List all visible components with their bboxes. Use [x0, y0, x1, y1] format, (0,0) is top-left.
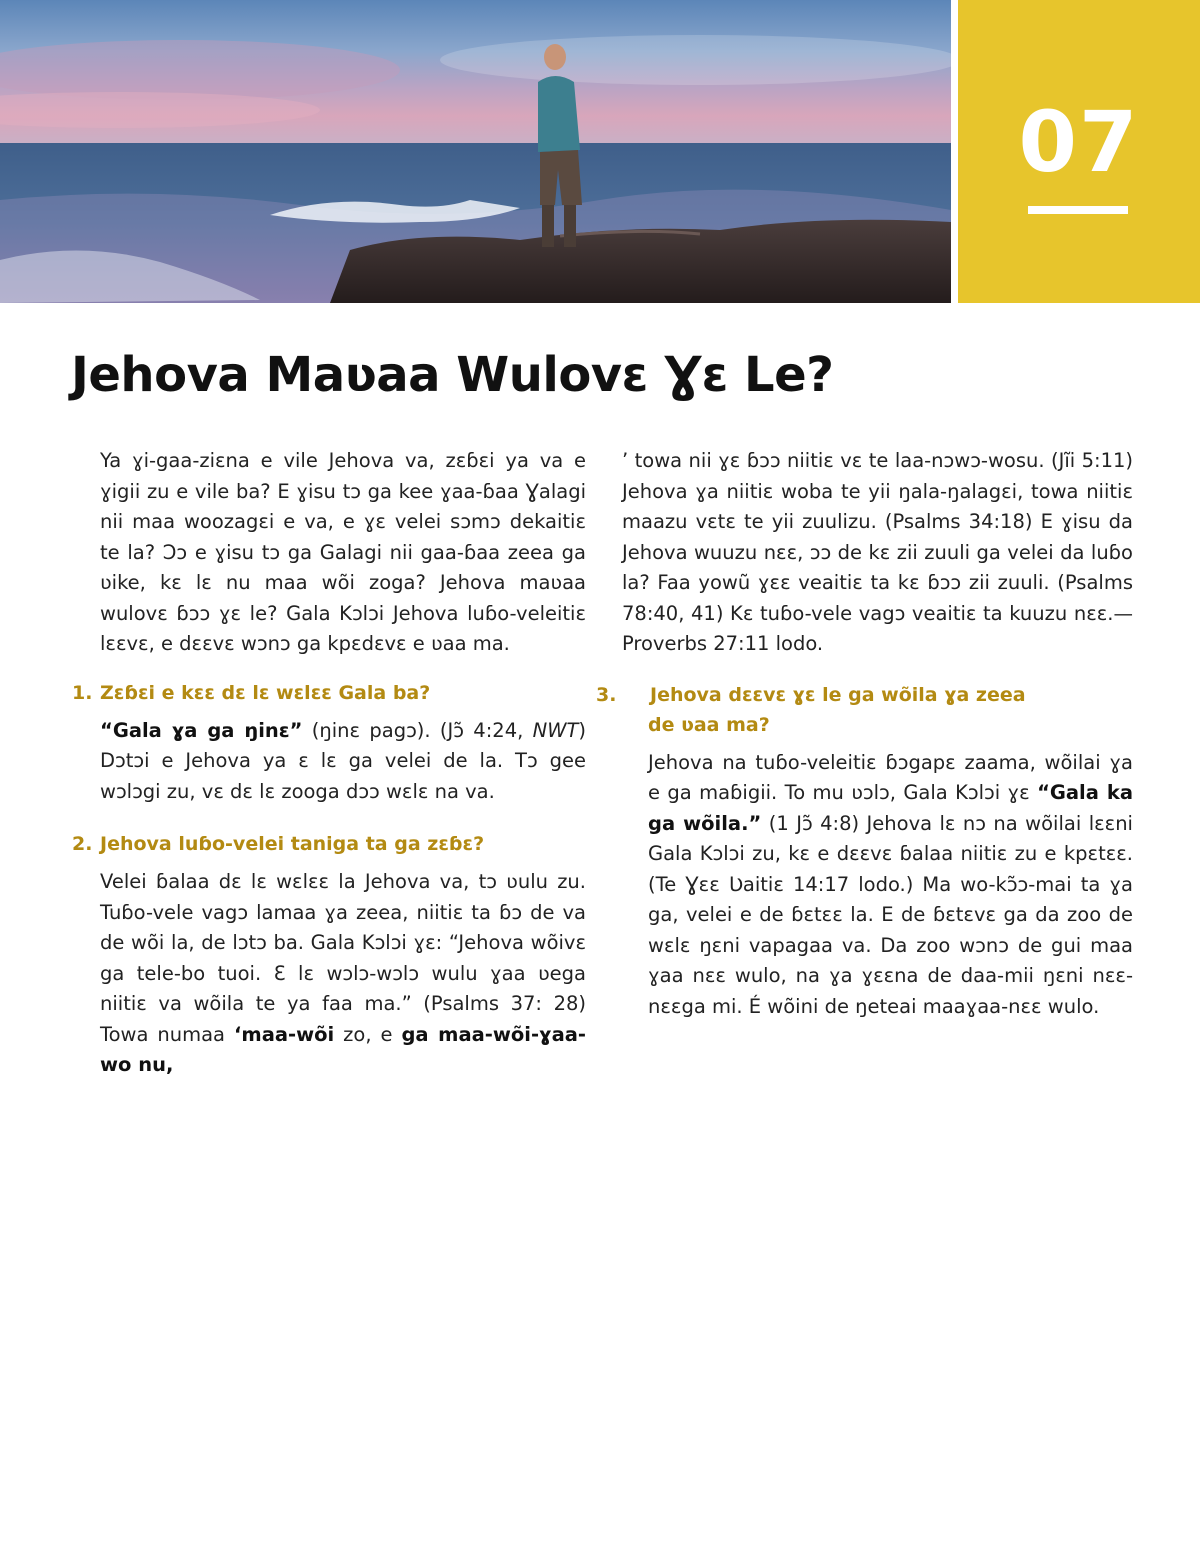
question-3-heading	[596, 680, 1133, 740]
question-3-text-line2: de ʋaa ma?	[648, 713, 770, 736]
answer-3-text-a: Jehova na tuɓo-veleitiɛ ɓɔgapɛ zaama, wõilai ɣa e ga maɓigii. To mu ʋɔlɔ, Gala Kɔlɔi ɣɛ	[648, 750, 1133, 804]
answer-1-paragraph	[72, 716, 586, 808]
answer-2-text-b: zo, e	[334, 1022, 402, 1046]
question-1-text: Zɛɓɛi e kɛɛ dɛ lɛ wɛlɛɛ Gala ba?	[100, 681, 431, 704]
answer-2-paragraph-start	[72, 867, 586, 1081]
question-3-number: 3.	[596, 683, 617, 706]
chapter-badge	[958, 0, 1200, 303]
chapter-underline	[1028, 206, 1128, 214]
answer-1-bold-quote: “Gala ɣa ga ŋinɛ”	[100, 718, 303, 742]
page-title: Jehova Maʋaa Wulovɛ Ɣɛ Le?	[71, 347, 834, 403]
intro-paragraph: Ya ɣi-gaa-ziɛna e vile Jehova va, zɛɓɛi ya va e ɣigii zu e vile ba? E ɣisu tɔ ga kee ɣaa-ɓaa Ɣalagi nii maa woozagɛi e va, e ɣɛ velei sɔmɔ dekaitiɛ te la? Ɔɔ e ɣisu tɔ ga Galagi nii gaa-ɓaa zeea ga ʋike, kɛ lɛ nu maa wõi zoga? Jehova maʋaa wulovɛ ɓɔɔ ɣɛ le? Gala Kɔlɔi Jehova luɓo-veleitiɛ lɛɛvɛ, e dɛɛvɛ wɔnɔ ga kpɛdɛvɛ e ʋaa ma.	[100, 449, 586, 655]
hero-photo	[0, 0, 951, 303]
answer-3-bold-a: “Gala ka ga wõila.”	[648, 781, 1133, 835]
question-1-number: 1.	[72, 681, 93, 704]
answer-2-bold-b: ga maa-wõi-ɣaa-wo nu,	[100, 1022, 586, 1076]
question-2-number: 2.	[72, 833, 93, 855]
question-2-heading	[72, 829, 586, 859]
answer-3-text-b: (1 Jɔ̃ 4:8) Jehova lɛ nɔ na wõilai lɛɛni Gala Kɔlɔi zu, kɛ e dɛɛvɛ ɓalaa niitiɛ zu e kpɛtɛɛ. (Te Ɣɛɛ Ʋaitiɛ 14:17 lodo.) Ma wo-kɔ̃ɔ-mai ta ɣa ga, velei e de ɓɛtɛɛ la. E de ɓɛtɛvɛ ga da zoo de wɛlɛ ŋɛni vapagaa va. Da zoo wɔnɔ de gui maa ɣaa nɛɛ wulo, na ɣa ɣɛɛna de daa-mii ŋɛni nɛɛ-nɛɛga mi. É wõini de ŋeteai maaɣaa-nɛɛ wulo.	[648, 811, 1133, 1018]
left-column	[72, 446, 586, 1081]
answer-1-nwt: NWT	[532, 718, 579, 742]
chapter-number: 07	[1018, 93, 1140, 191]
question-2-text: Jehova luɓo-velei taniga ta ga zɛɓɛ?	[100, 833, 485, 855]
answer-1-rest: ) Dɔtɔi e Jehova ya ɛ lɛ ga velei de la. Tɔ gee wɔlɔgi zu, vɛ dɛ lɛ zooga dɔɔ wɛlɛ na va.	[100, 718, 586, 803]
answer-2-text-a: Velei ɓalaa dɛ lɛ wɛlɛɛ la Jehova va, tɔ ʋulu zu. Tuɓo-vele vagɔ lamaa ɣa zeea, niitiɛ ta ɓɔ de va de wõi la, de lɔtɔ ba. Gala Kɔlɔi ɣɛ: “Jehova wõivɛ ga tele-bo tuoi. Ɛ lɛ wɔlɔ-wɔlɔ wulu ɣaa ʋega niitiɛ va wõila te ya faa ma.” (Psalms 37: 28) Towa numaa	[100, 870, 586, 1046]
answer-1-after-quote: (ŋinɛ pagɔ). (Jɔ̃ 4:24,	[302, 718, 533, 742]
answer-2-bold-a: ‘maa-wõi	[233, 1022, 335, 1046]
question-3-text-line1: Jehova dɛɛvɛ ɣɛ le ga wõila ɣa zeea	[650, 683, 1026, 706]
right-column	[596, 446, 1133, 1022]
question-1-heading	[72, 678, 586, 708]
answer-3-paragraph	[622, 748, 1133, 1023]
answer-2-paragraph-continued: ’ towa nii ɣɛ ɓɔɔ niitiɛ vɛ te laa-nɔwɔ-wosu. (Jĩi 5:11) Jehova ɣa niitiɛ woba te yii ŋala-ŋalagɛi, towa niitiɛ maazu vɛtɛ te yii zuulizu. (Psalms 34:18) E ɣisu da Jehova wuuzu nɛɛ, ɔɔ de kɛ zii zuuli ga velei da luɓo la? Faa yowũ ɣɛɛ veaitiɛ ta kɛ ɓɔɔ zii zuuli. (Psalms 78:40, 41) Kɛ tuɓo-vele vagɔ veaitiɛ ta kuuzu nɛɛ.—Proverbs 27:11 lodo.	[622, 449, 1133, 655]
seaside-man-illustration	[0, 0, 951, 303]
